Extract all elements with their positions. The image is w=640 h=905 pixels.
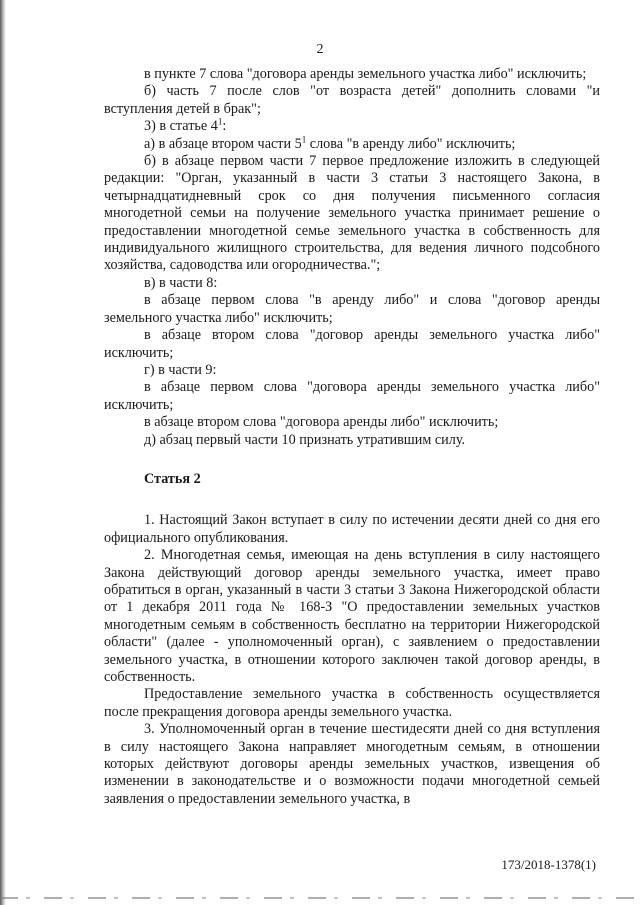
document-body — [104, 66, 600, 808]
document-code: 173/2018-1378(1) — [501, 857, 596, 872]
paragraph: д) абзац первый части 10 признать утратившим силу. — [144, 431, 466, 448]
superscript: 1 — [217, 116, 223, 127]
paragraph: в абзаце первом слова "договора аренды земельного участка либо" исключить; — [104, 379, 600, 413]
paragraph: Предоставление земельного участка в собственность осуществляется после прекращения договора аренды земельного участка. — [104, 686, 600, 720]
paragraph: в абзаце первом слова "в аренду либо" и слова "договор аренды земельного участка либо" исключить; — [104, 292, 600, 326]
paragraph: г) в части 9: — [144, 361, 217, 378]
page-number: 2 — [316, 42, 324, 57]
paragraph: в) в части 8: — [144, 274, 218, 291]
paragraph: б) часть 7 после слов "от возраста детей" дополнить словами "и вступления детей в брак"; — [104, 83, 600, 117]
paragraph-text: : — [222, 118, 227, 135]
article-heading: Статья 2 — [144, 470, 201, 487]
paragraph: в абзаце втором слова "договора аренды либо" исключить; — [144, 414, 499, 431]
paragraph — [104, 118, 600, 135]
superscript: 1 — [301, 133, 307, 144]
paragraph: 1. Настоящий Закон вступает в силу по истечении десяти дней со дня его официального опубликования. — [104, 512, 600, 546]
paragraph: в абзаце втором слова "договор аренды земельного участка либо" исключить; — [104, 327, 600, 361]
paragraph-text: слова "в аренду либо" исключить; — [306, 135, 516, 152]
paragraph-text: а) в абзаце втором части 5 — [144, 135, 302, 152]
paragraph: 2. Многодетная семья, имеющая на день вступления в силу настоящего Закона действующий договор аренды земельного участка, имеет право обратиться в орган, указанный в части 3 статьи 3 Закона Нижегородской области от 1 декабря 2011 года № 168-З "О предоставлении земельных участков многодетным семьям в собственность бесплатно на территории Нижегородской области" (далее - уполномоченный орган), с заявлением о предоставлении земельного участка, в отношении которого заключен такой договор аренды, в собственность. — [104, 547, 600, 685]
paragraph: б) в абзаце первом части 7 первое предложение изложить в следующей редакции: "Орган, указанный в части 3 статьи 3 настоящего Закона, в четырнадцатидневный срок со дня получения письменного согласия многодетной семьи на получение земельного участка принимает решение о предоставлении многодетной семье земельного участка в собственность для индивидуального жилищного строительства, для ведения личного подсобного хозяйства, садоводства или огородничества."; — [104, 153, 600, 274]
paragraph: в пункте 7 слова "договора аренды земельного участка либо" исключить; — [144, 66, 587, 82]
paragraph-text: 3) в статье 4 — [144, 118, 218, 135]
paragraph — [104, 133, 600, 153]
paragraph: 3. Уполномоченный орган в течение шестидесяти дней со дня вступления в силу настоящего Закона направляет многодетным семьям, в отношении которых действуют договоры аренды земельных участков, извещения об изменении в законодательстве и о возможности подачи многодетной семьей заявления о предоставлении земельного участка, в — [104, 721, 600, 807]
scan-artifact-line — [0, 897, 640, 899]
scan-left-edge — [0, 0, 6, 905]
